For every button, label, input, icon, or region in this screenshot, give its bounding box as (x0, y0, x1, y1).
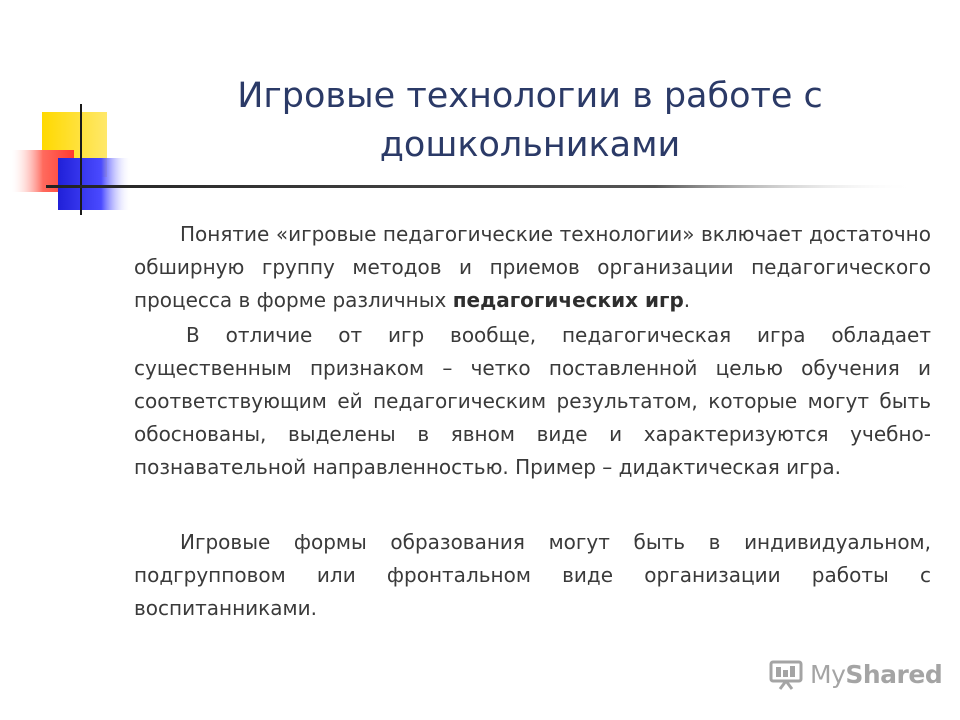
paragraph-3: Игровые формы образования могут быть в индивидуальном, подгрупповом или фронтальном виде организации работы с воспитанниками. (134, 530, 931, 620)
blue-square (58, 158, 130, 210)
myshared-watermark (768, 656, 942, 692)
slide-title (200, 72, 860, 170)
watermark-shared: Shared (845, 659, 943, 689)
presentation-board-icon (768, 658, 804, 690)
yellow-square (42, 112, 107, 177)
paragraph-1-tail: . (683, 288, 691, 312)
paragraph-2: В отличие от игр вообще, педагогическая игра обладает существенным признаком – четко поставленной целью обучения и соответствующим ей педагогическим результатом, которые могут быть обоснованы, выделены в явном виде и характеризуются учебно-познавательной направленностью. Пример – дидактическая игра. (134, 323, 931, 479)
paragraph-1-text: Понятие «игровые педагогические технологии» включает достаточно обширную группу методов и приемов организации педагогического процесса в форме различных (134, 222, 931, 312)
red-square (12, 150, 74, 192)
watermark-text (810, 660, 942, 689)
watermark-my: My (810, 659, 846, 689)
title-line-2: дошкольниками (379, 125, 681, 165)
horizontal-rule (46, 185, 916, 188)
paragraph-1-bold-term: педагогических игр (452, 288, 684, 312)
slide-body (134, 218, 931, 625)
paragraph-1 (134, 218, 931, 317)
title-line-1: Игровые технологии в работе с (237, 76, 823, 116)
